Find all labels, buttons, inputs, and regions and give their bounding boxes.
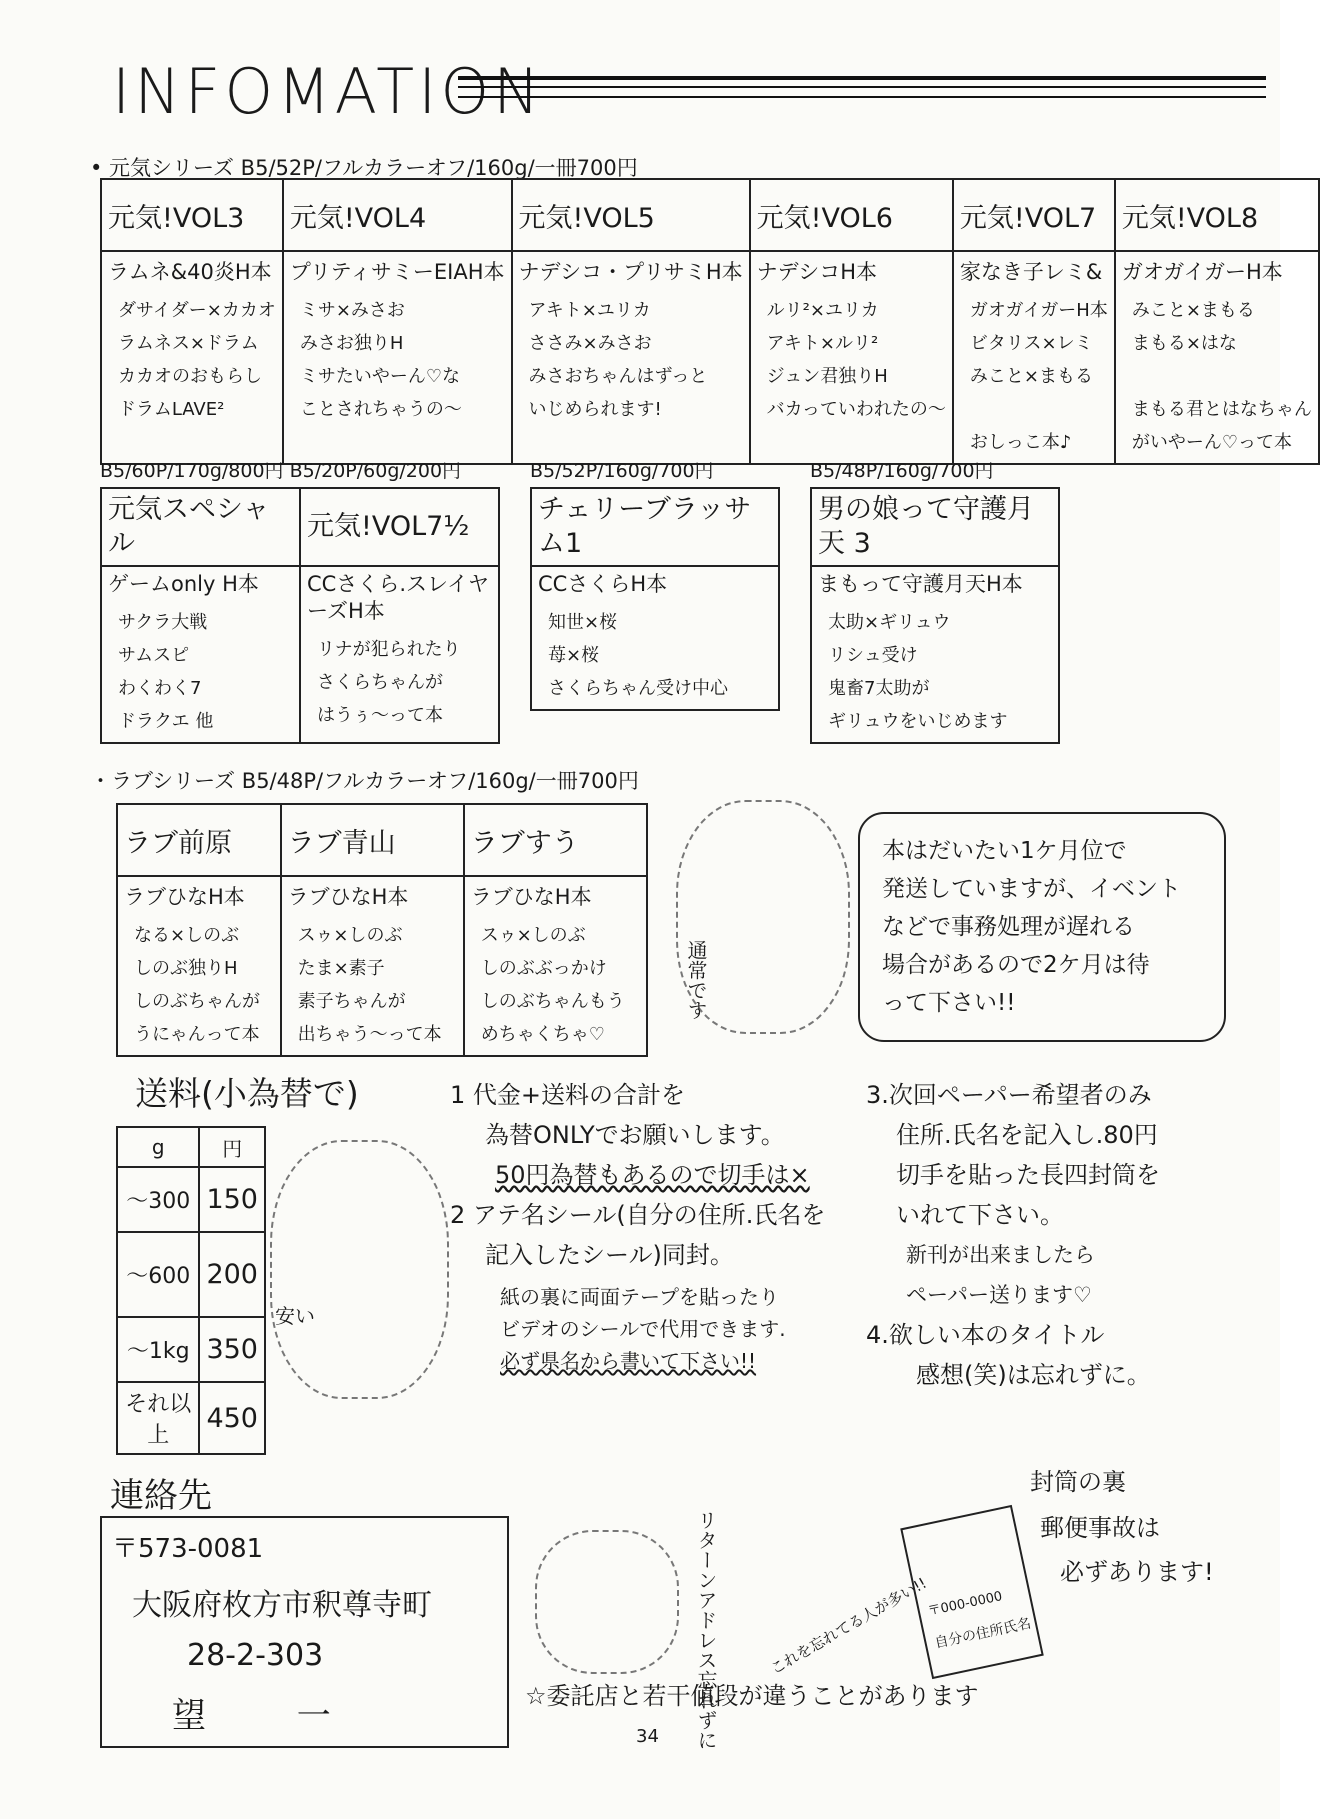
note-line: 住所.氏名を記入し.80円 (896, 1121, 1158, 1149)
book-subtitle: ガオガイガーH本 (1121, 260, 1283, 284)
book-content-line: リシュ受け (828, 645, 918, 666)
page-title: INFOMATION (112, 55, 544, 128)
note-line: 新刊が出来ましたら (906, 1243, 1095, 1267)
shipping-header: g (117, 1127, 199, 1167)
column-title: ラブ前原 (117, 804, 281, 876)
column-body (953, 251, 1115, 464)
book-content-line: はうぅ〜って本 (317, 705, 443, 726)
column-body (101, 251, 283, 464)
column-title: 元気!VOL6 (750, 179, 953, 251)
book-content-line: ギリュウをいじめます (828, 711, 1008, 732)
note-line: 1 代金+送料の合計を (450, 1081, 686, 1109)
column-title: ラブ青山 (281, 804, 464, 876)
shipping-table (116, 1126, 266, 1455)
book-content-line: いじめられます! (528, 399, 662, 420)
shipping-row (117, 1317, 265, 1382)
contact-box (100, 1516, 509, 1748)
column-title: チェリーブラッサム1 (531, 488, 779, 566)
column-title: ラブすう (464, 804, 647, 876)
book-content-line: ガオガイガーH本 (969, 300, 1108, 321)
book-content-line: 知世×桜 (548, 612, 618, 633)
note-line: 50円為替もあるので切手は× (495, 1161, 810, 1189)
fox-note: これを忘れてる人が多い!! (767, 1573, 930, 1679)
book-content-line: さくらちゃんが (317, 672, 443, 693)
book-content-line: ジュン君独りH (766, 366, 888, 387)
book-content-line: みさおちゃんはずっと (528, 366, 708, 387)
address: 大阪府枚方市釈尊寺町 (132, 1588, 432, 1623)
shipping-weight: 〜300 (117, 1167, 199, 1232)
column-title: 元気!VOL8 (1115, 179, 1319, 251)
envelope-zip: 〒000-0000 (926, 1588, 1004, 1620)
chara-note: 安い (275, 1304, 315, 1328)
column-body (283, 251, 512, 464)
book-content-line: 苺×桜 (548, 645, 600, 666)
love-series-header: ・ラブシリーズ B5/48P/フルカラーオフ/160g/一冊700円 (90, 769, 639, 793)
book-content-line: リナが犯られたり (317, 639, 461, 660)
book-content-line: めちゃくちゃ♡ (480, 1024, 605, 1045)
column-body (750, 251, 953, 464)
book-content-line (1122, 360, 1312, 393)
book-content-line: しのぶちゃんもう (480, 991, 625, 1012)
note-line: 2 アテ名シール(自分の住所.氏名を (450, 1201, 826, 1229)
note-line: ペーパー送ります♡ (906, 1283, 1092, 1307)
note-line: 感想(笑)は忘れずに。 (916, 1361, 1151, 1389)
book-content-line: うにゃんって本 (134, 1024, 260, 1045)
column-body (464, 876, 647, 1056)
book-subtitle: ナデシコH本 (756, 260, 878, 284)
shipping-weight: 〜600 (117, 1232, 199, 1317)
footer-note: ☆委託店と若干値段が違うことがあります (525, 1682, 979, 1710)
book-subtitle: まもって守護月天H本 (818, 572, 1023, 596)
book-content-line: さくらちゃん受け中心 (548, 678, 728, 699)
note-line: 記入したシール)同封。 (485, 1241, 734, 1269)
book-content-line: しのぶぶっかけ (480, 958, 607, 979)
book-subtitle: プリティサミーEIAH本 (289, 260, 505, 284)
book-content-line: しのぶ独りH (134, 958, 238, 979)
book-content-line: サムスピ (118, 645, 190, 666)
special-table (100, 487, 500, 744)
notes-left (450, 1075, 825, 1377)
bubble-line: などで事務処理が遅れる (882, 914, 1135, 940)
column-title: 元気!VOL4 (283, 179, 512, 251)
shipping-row (117, 1232, 265, 1317)
note-line: 紙の裏に両面テープを貼ったり (500, 1285, 779, 1309)
speech-bubble (858, 812, 1226, 1042)
column-body (1115, 251, 1319, 464)
notes-right (866, 1075, 1160, 1395)
book-content-line: ミサ×みさお (299, 300, 405, 321)
column-body (117, 876, 281, 1056)
fox-character-illustration (535, 1530, 679, 1674)
special-header: B5/60P/170g/800円 B5/20P/60g/200円 (100, 460, 462, 482)
shipping-price: 450 (199, 1382, 265, 1454)
column-title: 元気!VOL5 (512, 179, 750, 251)
book-content-line: アキト×ルリ² (766, 333, 879, 354)
book-subtitle: ナデシコ・プリサミH本 (518, 260, 743, 284)
fox-bubble: リターンアドレス忘れずに (694, 1510, 718, 1750)
book-content-line: 出ちゃう〜って本 (297, 1024, 442, 1045)
book-content-line: まもる君とはなちゃん (1131, 399, 1312, 420)
title-rule (458, 76, 1266, 80)
note-line: 3.次回ペーパー希望者のみ (866, 1081, 1152, 1109)
column-body (512, 251, 750, 464)
envelope-label: 必ずあります! (1060, 1558, 1214, 1586)
book-content-line: アキト×ユリカ (528, 300, 651, 321)
book-content-line: ことされちゃうの〜 (299, 399, 462, 420)
book-subtitle: ラブひなH本 (470, 885, 592, 909)
book-subtitle: ラブひなH本 (124, 885, 245, 909)
book-subtitle: ラムネ&40炎H本 (108, 260, 272, 284)
book-content-line: ミサたいやーん♡な (299, 366, 460, 387)
note-line: 4.欲しい本のタイトル (866, 1321, 1105, 1349)
bubble-line: 発送していますが、イベント (882, 876, 1181, 902)
column-body (101, 566, 300, 743)
special-table (810, 487, 1060, 744)
shipping-price: 200 (199, 1232, 265, 1317)
envelope-illustration (900, 1505, 1044, 1679)
book-content-line: わくわく7 (118, 678, 202, 699)
shipping-price: 350 (199, 1317, 265, 1382)
column-body (531, 566, 779, 710)
special-table (530, 487, 780, 711)
column-body (811, 566, 1059, 743)
envelope-label: 郵便事故は (1040, 1514, 1160, 1542)
envelope-label: 封筒の裏 (1030, 1468, 1126, 1496)
shipping-header: 円 (199, 1127, 265, 1167)
column-title: 元気スペシャル (101, 488, 300, 566)
column-title: 元気!VOL3 (101, 179, 283, 251)
book-content-line: ドラクエ 他 (118, 711, 214, 732)
book-content-line: みこと×まもる (1131, 300, 1255, 321)
special-header: B5/52P/160g/700円 (530, 460, 714, 482)
book-subtitle: 家なき子レミ& (959, 260, 1103, 284)
book-content-line: ルリ²×ユリカ (766, 300, 879, 321)
page-number: 34 (636, 1726, 659, 1747)
book-content-line: バカっていわれたの〜 (766, 399, 946, 420)
title-rule (458, 86, 1266, 88)
contact-name: 望 一 (172, 1696, 371, 1736)
book-content-line: 素子ちゃんが (297, 991, 406, 1012)
book-content-line: カカオのおもらし (118, 366, 262, 387)
book-content-line: ささみ×みさお (528, 333, 652, 354)
column-title: 元気!VOL7½ (300, 488, 499, 566)
book-subtitle: ラブひなH本 (287, 885, 409, 909)
shipping-weight: 〜1kg (117, 1317, 199, 1382)
book-content-line: しのぶちゃんが (134, 991, 260, 1012)
bubble-line: って下さい!! (882, 990, 1016, 1016)
book-content-line: スゥ×しのぶ (480, 925, 586, 946)
book-content-line: がいやーん♡って本 (1131, 432, 1292, 453)
book-content-line (960, 393, 1108, 426)
note-line: いれて下さい。 (896, 1201, 1064, 1229)
book-content-line: 鬼畜7太助が (828, 678, 930, 699)
book-content-line: たま×素子 (297, 958, 385, 979)
genki-series-table (100, 178, 1320, 465)
bubble-line: 場合があるので2ケ月は待 (882, 952, 1150, 978)
title-rule (458, 96, 1266, 98)
book-content-line: ビタリス×レミ (969, 333, 1093, 354)
book-content-line: ラムネス×ドラム (118, 333, 259, 354)
contact-title: 連絡先 (110, 1476, 212, 1516)
book-content-line: 太助×ギリュウ (828, 612, 951, 633)
column-body (300, 566, 499, 743)
book-subtitle: CCさくら.スレイヤーズH本 (307, 572, 489, 623)
note-line: 為替ONLYでお願いします。 (485, 1121, 785, 1149)
note-line: 必ず県名から書いて下さい!! (500, 1349, 757, 1373)
book-content-line: おしっこ本♪ (969, 432, 1072, 453)
book-subtitle: CCさくらH本 (538, 572, 668, 596)
address-number: 28-2-303 (187, 1638, 324, 1673)
book-content-line: ダサイダー×カカオ (118, 300, 276, 321)
book-content-line: スゥ×しのぶ (297, 925, 403, 946)
shipping-row (117, 1167, 265, 1232)
bubble-line: 本はだいたい1ケ月位で (882, 838, 1127, 864)
column-title: 男の娘って守護月天 3 (811, 488, 1059, 566)
special-header: B5/48P/160g/700円 (810, 460, 994, 482)
column-body (281, 876, 464, 1056)
shipping-title: 送料(小為替で) (135, 1074, 359, 1113)
book-content-line: なる×しのぶ (134, 925, 240, 946)
book-content-line: みさお独りH (299, 333, 404, 354)
book-content-line: まもる×はな (1131, 333, 1237, 354)
side-note: 通常です (684, 940, 708, 1020)
book-content-line: サクラ大戦 (118, 612, 208, 633)
note-line: 切手を貼った長四封筒を (896, 1161, 1160, 1189)
shipping-weight: それ以上 (117, 1382, 199, 1454)
note-line: ビデオのシールで代用できます. (500, 1317, 786, 1341)
love-series-table (116, 803, 648, 1057)
shipping-price: 150 (199, 1167, 265, 1232)
book-subtitle: ゲームonly H本 (108, 572, 259, 596)
book-content-line: ドラムLAVE² (118, 399, 225, 420)
character-illustration (270, 1140, 449, 1399)
shipping-row (117, 1382, 265, 1454)
genki-series-header: • 元気シリーズ B5/52P/フルカラーオフ/160g/一冊700円 (90, 156, 638, 180)
column-title: 元気!VOL7 (953, 179, 1115, 251)
zip-code: 〒573-0081 (112, 1534, 264, 1564)
book-content-line: みこと×まもる (969, 366, 1094, 387)
envelope-text: 自分の住所氏名 (933, 1615, 1033, 1652)
